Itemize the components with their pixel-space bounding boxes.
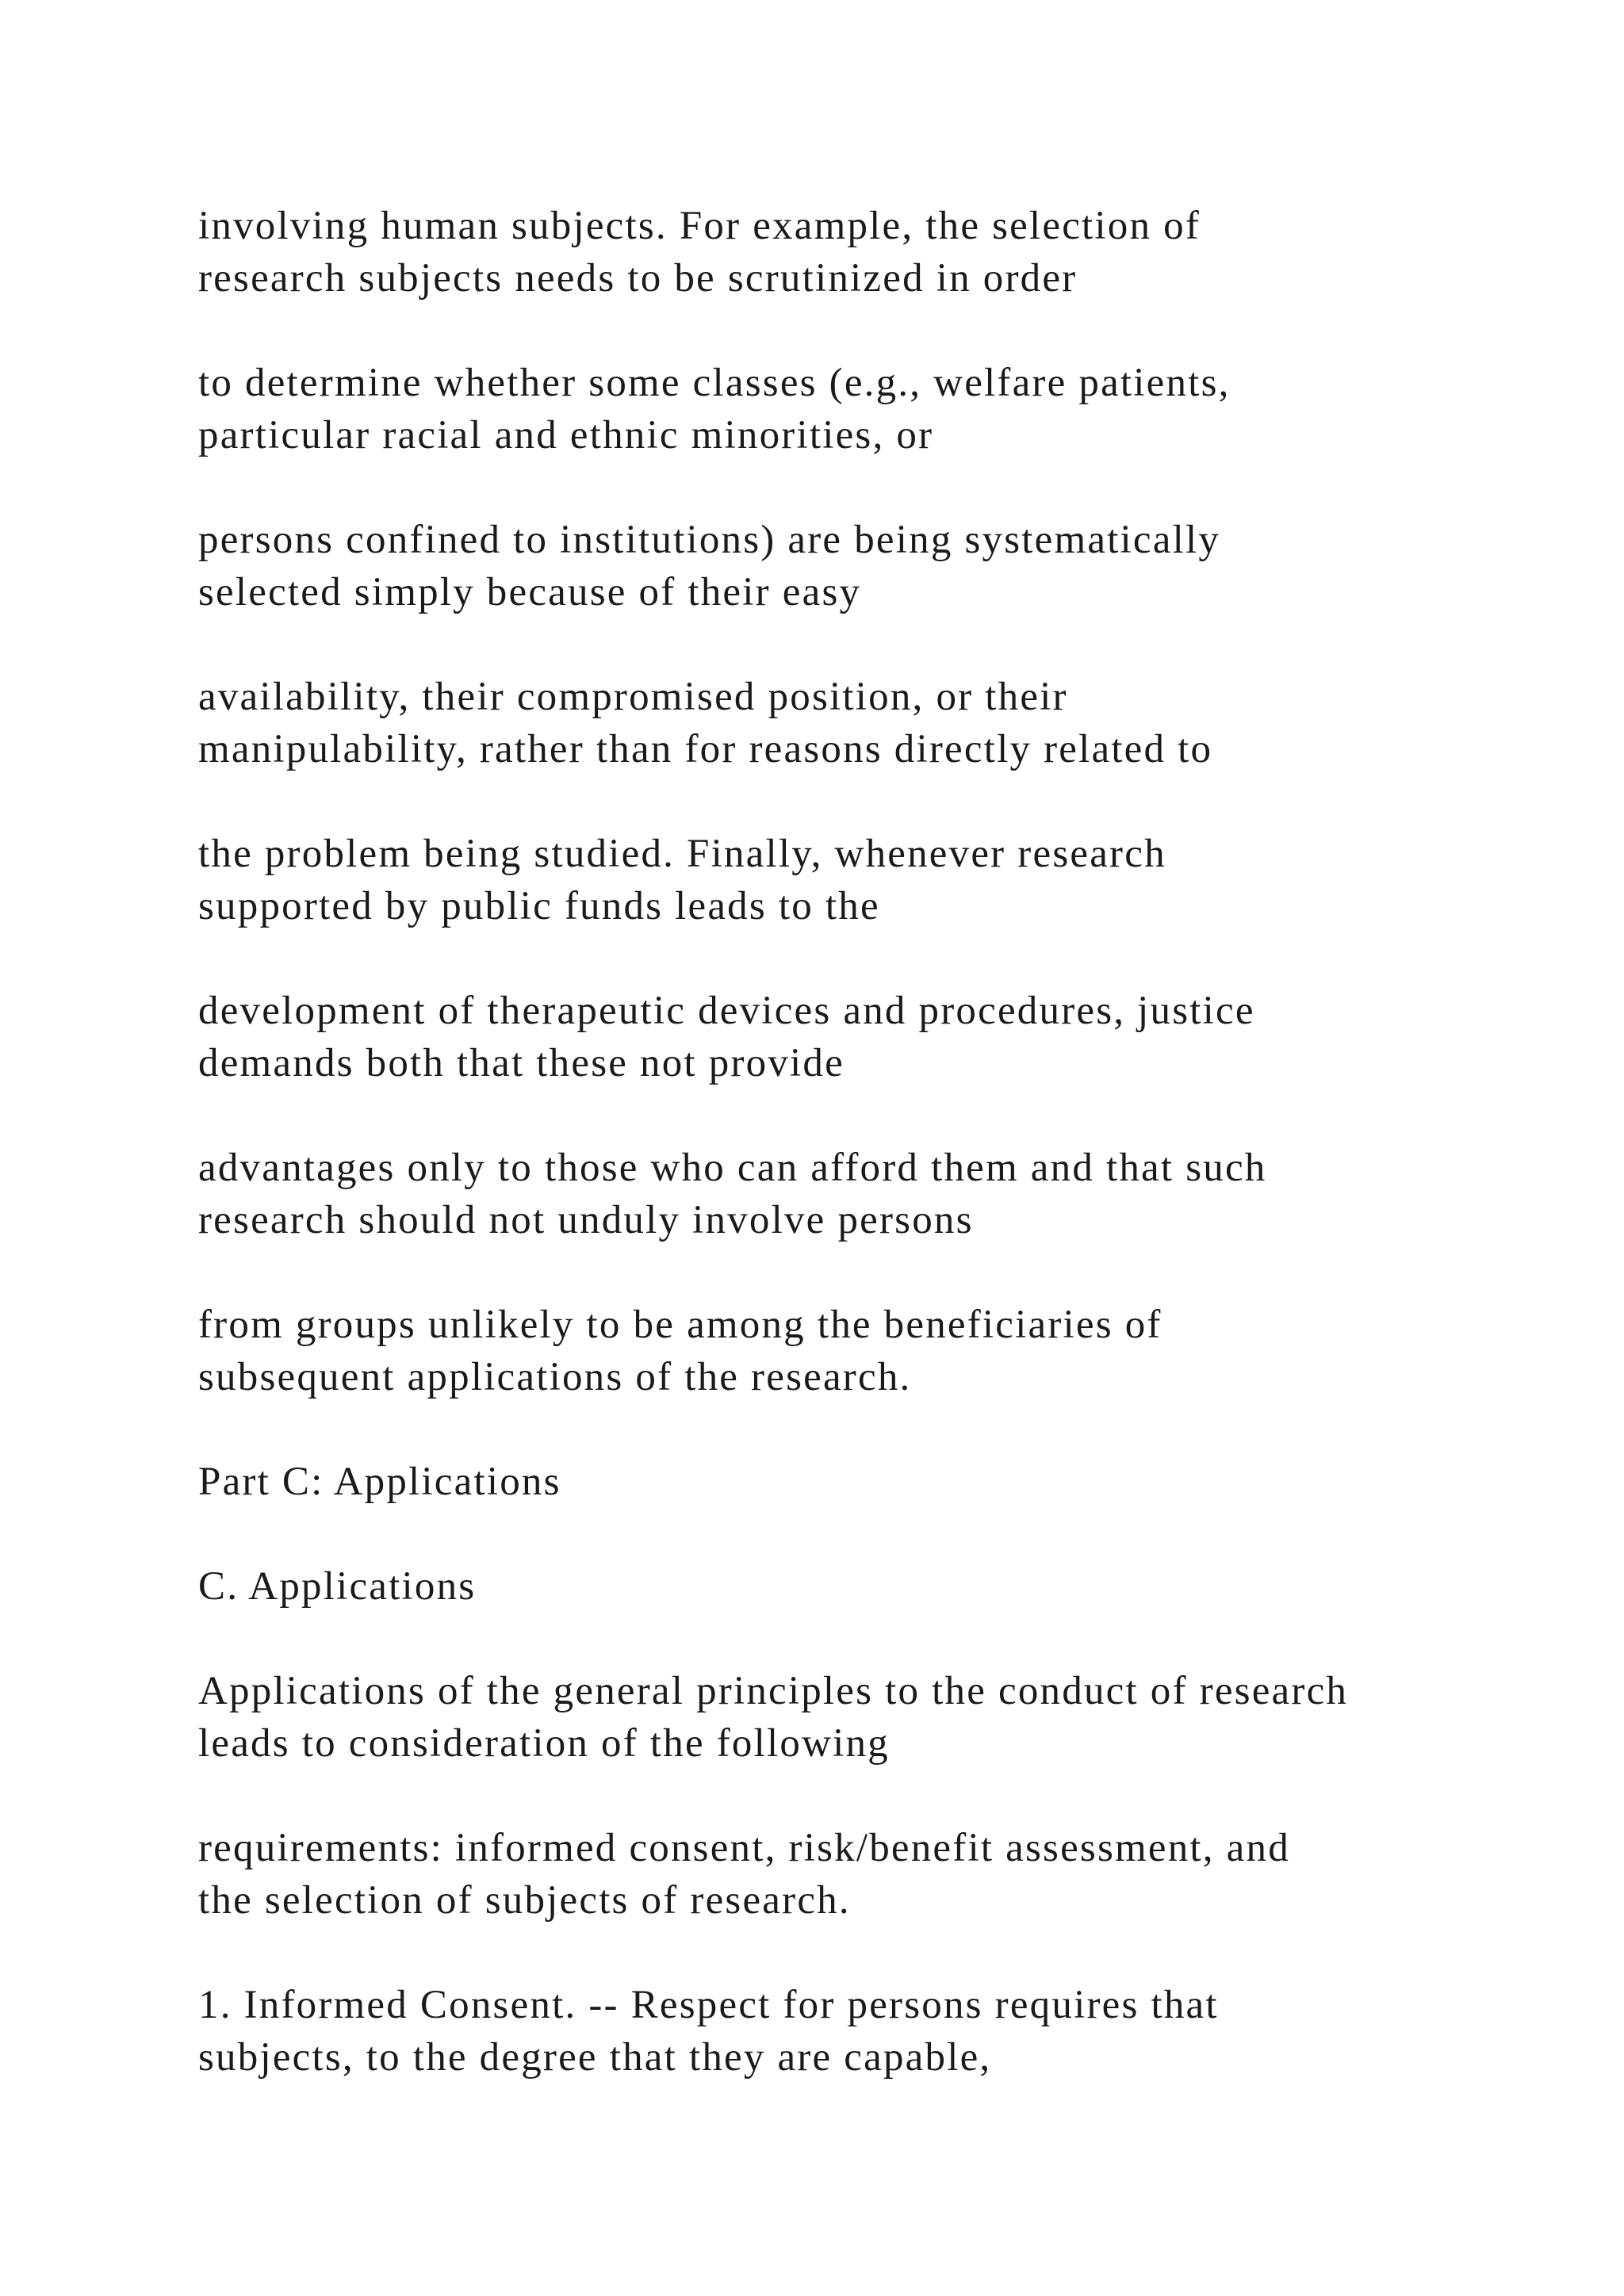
text-line: to determine whether some classes (e.g., welfare patients,	[198, 361, 1231, 405]
text-line: advantages only to those who can afford them and that such	[198, 1146, 1267, 1190]
text-line: manipulability, rather than for reasons directly related to	[198, 727, 1213, 771]
text-line: supported by public funds leads to the	[198, 884, 880, 928]
text-line: involving human subjects. For example, the selection of	[198, 204, 1201, 248]
text-line: subjects, to the degree that they are capable,	[198, 2035, 992, 2080]
text-line: C. Applications	[198, 1564, 477, 1609]
text-line: the problem being studied. Finally, whenever research	[198, 832, 1166, 876]
text-line: availability, their compromised position, or their	[198, 675, 1068, 719]
text-line: demands both that these not provide	[198, 1041, 845, 1085]
section-heading	[198, 1456, 561, 1508]
text-line: leads to consideration of the following	[198, 1721, 890, 1766]
paragraph	[198, 985, 1255, 1089]
text-line: from groups unlikely to be among the beneficiaries of	[198, 1303, 1162, 1347]
text-line: persons confined to institutions) are being systematically	[198, 518, 1221, 562]
paragraph	[198, 828, 1166, 932]
paragraph	[198, 671, 1212, 775]
paragraph	[198, 1979, 1219, 2084]
text-line: particular racial and ethnic minorities, or	[198, 413, 934, 457]
paragraph	[198, 1822, 1290, 1927]
text-line: research subjects needs to be scrutinized in order	[198, 256, 1078, 300]
text-line: Part C: Applications	[198, 1460, 561, 1504]
paragraph	[198, 1142, 1267, 1246]
subsection-heading	[198, 1560, 476, 1613]
text-line: development of therapeutic devices and procedures, justice	[198, 989, 1255, 1033]
paragraph	[198, 357, 1231, 461]
text-line: research should not unduly involve persons	[198, 1198, 974, 1242]
paragraph	[198, 514, 1220, 618]
text-line: selected simply because of their easy	[198, 570, 862, 614]
text-line: subsequent applications of the research.	[198, 1355, 912, 1399]
text-line: the selection of subjects of research.	[198, 1878, 851, 1923]
text-line: requirements: informed consent, risk/benefit assessment, and	[198, 1826, 1290, 1870]
paragraph	[198, 1299, 1162, 1403]
text-line: 1. Informed Consent. -- Respect for persons requires that	[198, 1983, 1219, 2027]
paragraph	[198, 1665, 1348, 1770]
text-line: Applications of the general principles to the conduct of research	[198, 1669, 1349, 1713]
paragraph	[198, 200, 1201, 304]
